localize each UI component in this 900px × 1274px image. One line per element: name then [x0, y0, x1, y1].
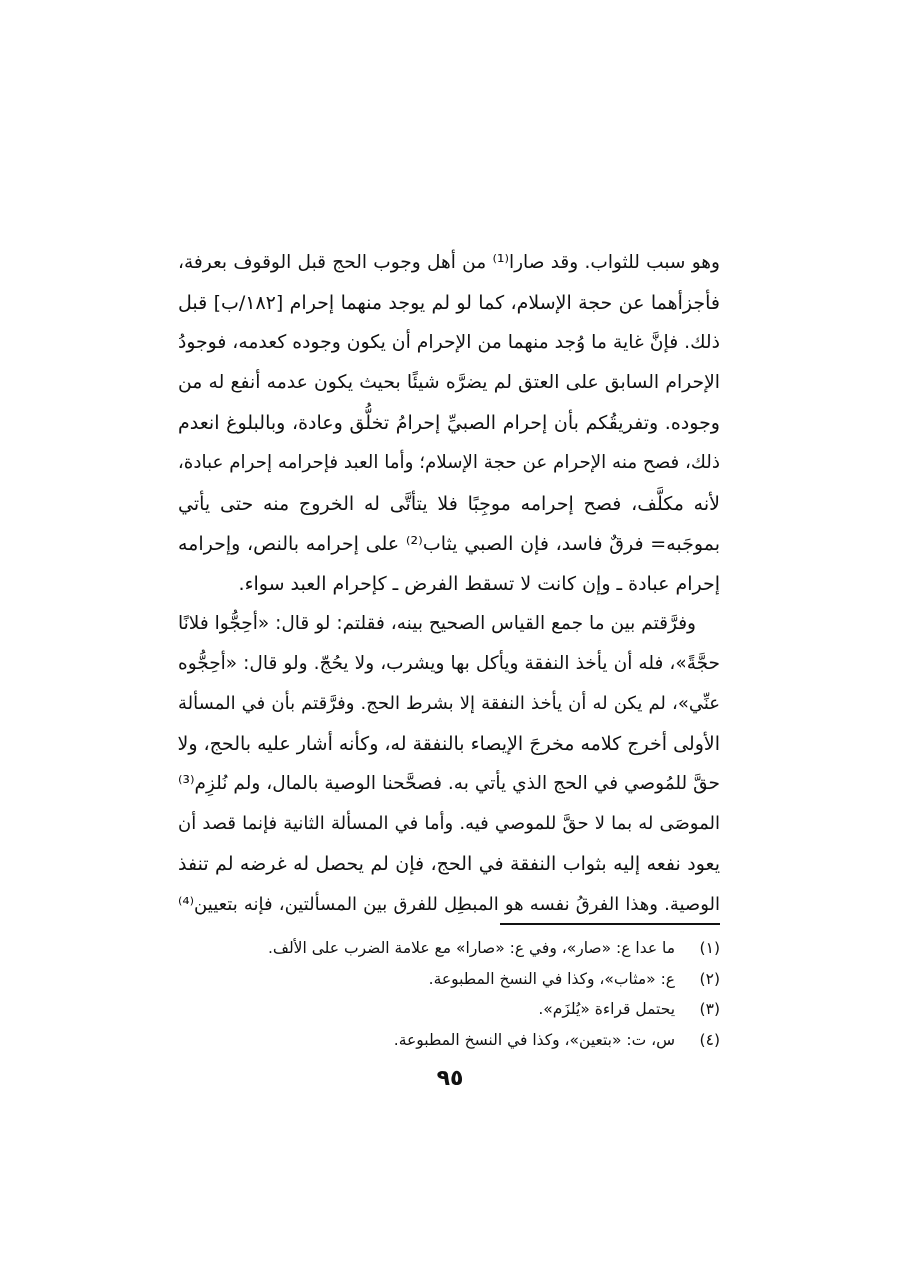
- footnote-text: يحتمل قراءة «يُلزَم».: [538, 1000, 676, 1018]
- footnote-item: [178, 964, 720, 995]
- body-line: يعود نفعه إليه بثواب النفقة في الحج، فإن لم يحصل له غرضه لم تنفذ: [178, 853, 720, 876]
- body-line: وجوده. وتفريقُكم بأن إحرام الصبيِّ إحرامُ تخلُّق وعادة، وبالبلوغ انعدم: [178, 412, 720, 435]
- footnote-item: [178, 994, 720, 1025]
- body-text: [178, 243, 720, 925]
- footnote-number: (٣): [699, 1000, 720, 1018]
- body-line: الموصَى له بما لا حقَّ للموصي فيه. وأما في المسألة الثانية فإنما قصد أن: [178, 813, 720, 835]
- body-line: ذلك. فإنَّ غاية ما وُجد منهما من الإحرام أن يكون وجوده كعدمه، فوجودُ: [178, 332, 720, 354]
- footnote-text: ما عدا ع: «صار»، وفي ع: «صارا» مع علامة الضرب على الألف.: [267, 939, 676, 957]
- footnote-number: (٤): [699, 1030, 720, 1049]
- body-line: الإحرام السابق على العتق لم يضرَّه شيئًا بحيث يكون عدمه أنفع له من: [178, 372, 720, 394]
- footnote-item: [178, 1025, 720, 1056]
- footnotes: [178, 933, 720, 1055]
- footnote-text: س، ت: «بتعين»، وكذا في النسخ المطبوعة.: [393, 1030, 676, 1049]
- footnote-text: ع: «مثاب»، وكذا في النسخ المطبوعة.: [428, 969, 676, 988]
- body-line: حجَّةً»، فله أن يأخذ النفقة ويأكل بها ويشرب، ولا يحُجّ. ولو قال: «أحِجُّوه: [178, 652, 720, 674]
- body-line: الأولى أخرج كلامه مخرجَ الإيصاء بالنفقة له، وكأنه أشار عليه بالحج، ولا: [177, 733, 720, 756]
- body-line: ذلك، فصح منه الإحرام عن حجة الإسلام؛ وأما العبد فإحرامه إحرام عبادة،: [177, 452, 720, 474]
- body-line: بموجَبه= فرقٌ فاسد، فإن الصبي يثاب⁽²⁾ على إحرامه بالنص، وإحرامه: [178, 532, 720, 555]
- footnote-number: (١): [699, 939, 720, 957]
- footnote-item: [178, 933, 720, 964]
- body-line: الوصية. وهذا الفرقُ نفسه هو المبطِل للفرق بين المسألتين، فإنه بتعيين⁽⁴⁾: [178, 893, 720, 915]
- footnote-number: (٢): [699, 969, 720, 988]
- page-number: ٩٥: [436, 1066, 464, 1091]
- body-line: لأنه مكلَّف، فصح إحرامه موجِبًا فلا يتأتَّى له الخروج منه حتى يأتي: [178, 492, 720, 515]
- body-line: وفرَّقتم بين ما جمع القياس الصحيح بينه، فقلتم: لو قال: «أحِجُّوا فلانًا: [178, 612, 696, 634]
- body-line: عنِّي»، لم يكن له أن يأخذ النفقة إلا بشرط الحج. وفرَّقتم بأن في المسألة: [178, 693, 720, 715]
- body-line: حقَّ للمُوصي في الحج الذي يأتي به. فصحَّحنا الوصية بالمال، ولم نُلزِم⁽³⁾: [178, 773, 720, 795]
- body-line: إحرام عبادة ـ وإن كانت لا تسقط الفرض ـ كإحرام العبد سواء.: [238, 572, 720, 595]
- body-line: فأجزأهما عن حجة الإسلام، كما لو لم يوجد منهما إحرام [١٨٢/ب] قبل: [178, 292, 720, 315]
- body-line: وهو سبب للثواب. وقد صارا⁽¹⁾ من أهل وجوب الحج قبل الوقوف بعرفة،: [178, 252, 720, 273]
- footnote-divider: [500, 923, 720, 925]
